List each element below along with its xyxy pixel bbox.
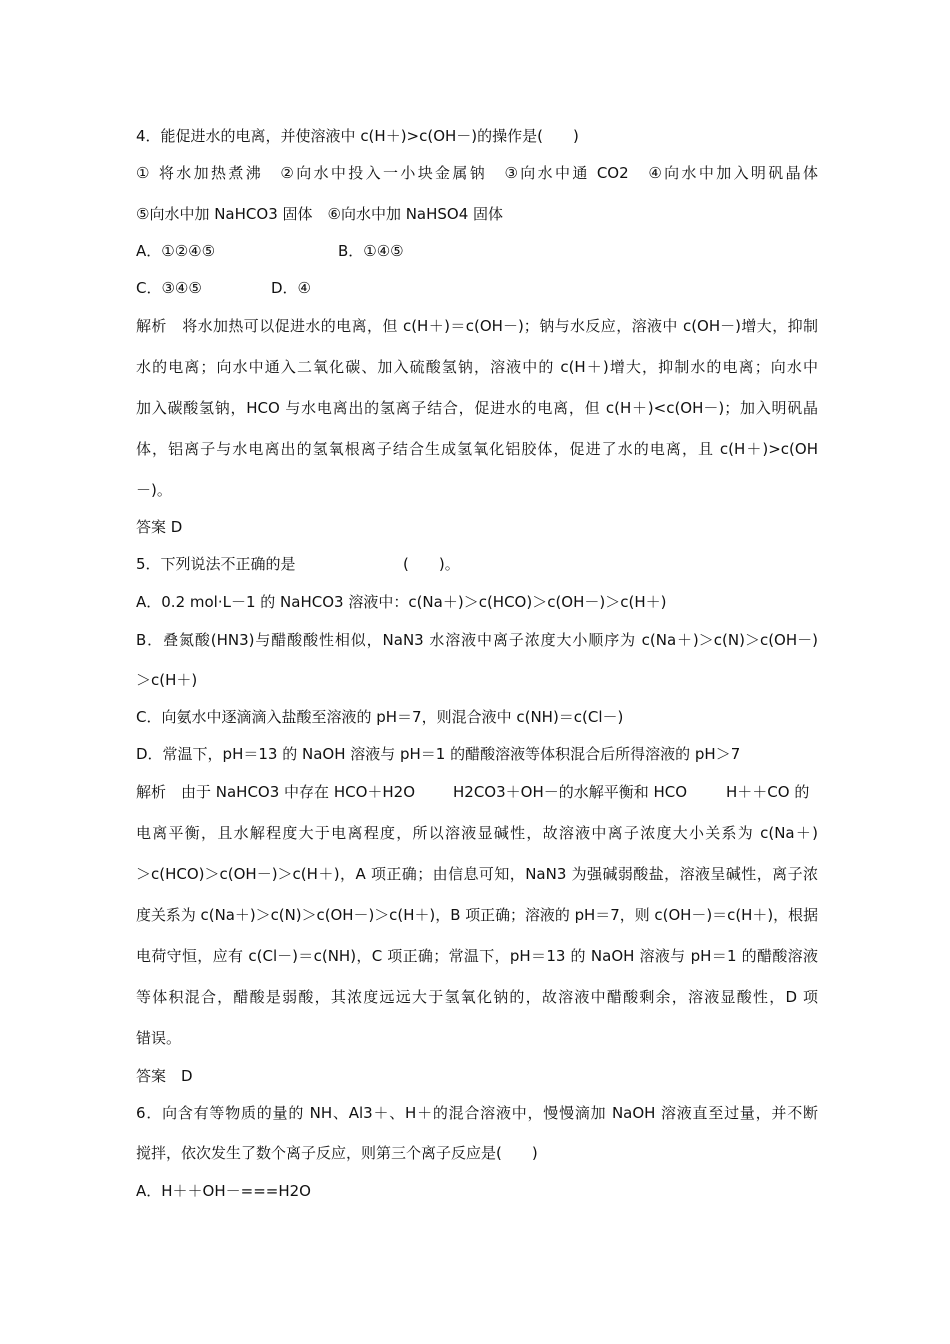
q4-option-d: D．④: [271, 279, 311, 297]
q4-analysis-line: －)。: [136, 481, 172, 499]
q5-option-d: D．常温下，pH＝13 的 NaOH 溶液与 pH＝1 的醋酸溶液等体积混合后所得溶液的 pH＞7: [136, 745, 741, 763]
q4-options-cd: [136, 278, 818, 298]
q4-analysis-line: 水的电离；向水中通入二氧化碳、加入硫酸氢钠，溶液中的 c(H＋)增大，抑制水的电离；向水中: [136, 358, 818, 376]
q4-analysis-line: 体，铝离子与水电离出的氢氧根离子结合生成氢氧化铝胶体，促进了水的电离，且 c(H＋)>c(OH: [136, 440, 818, 458]
q5-analysis-part: H＋＋CO 的: [726, 783, 810, 801]
q4-option-a: A．①②④⑤: [136, 242, 216, 260]
q4-options-ab: [136, 241, 818, 261]
q5-option-a: A．0.2 mol·L－1 的 NaHCO3 溶液中：c(Na＋)＞c(HCO)＞c(OH－)＞c(H＋): [136, 593, 667, 611]
q5-option-b-line2: ＞c(H＋): [136, 671, 198, 689]
q5-analysis-line: 度关系为 c(Na＋)＞c(N)＞c(OH－)＞c(H＋)，B 项正确；溶液的 pH＝7，则 c(OH－)＝c(H＋)，根据: [136, 906, 818, 924]
q4-analysis-line: 加入碳酸氢钠，HCO 与水电离出的氢离子结合，促进水的电离，但 c(H＋)<c(OH－)；加入明矾晶: [136, 399, 818, 417]
q4-stem: 4．能促进水的电离，并使溶液中 c(H＋)>c(OH－)的操作是( ): [136, 127, 579, 145]
q6-option-a: A．H＋＋OH－===H2O: [136, 1182, 311, 1200]
q5-option-c: C．向氨水中逐滴滴入盐酸至溶液的 pH＝7，则混合液中 c(NH)＝c(Cl－): [136, 708, 624, 726]
q5-stem-bracket: ( )。: [403, 555, 460, 573]
q5-analysis-part: H2CO3＋OH－的水解平衡和 HCO: [453, 783, 688, 801]
q5-analysis-line: 电离平衡，且水解程度大于电离程度，所以溶液显碱性，故溶液中离子浓度大小关系为 c(Na＋): [136, 824, 818, 842]
q5-stem: [136, 554, 818, 574]
q5-answer: 答案 D: [136, 1067, 193, 1085]
q4-analysis-line: 解析 将水加热可以促进水的电离，但 c(H＋)＝c(OH－)；钠与水反应，溶液中 c(OH－)增大，抑制: [136, 317, 818, 335]
q5-analysis-line: ＞c(HCO)＞c(OH－)＞c(H＋)，A 项正确；由信息可知，NaN3 为强碱弱酸盐，溶液呈碱性，离子浓: [136, 865, 818, 883]
q5-option-b-line1: B．叠氮酸(HN3)与醋酸酸性相似，NaN3 水溶液中离子浓度大小顺序为 c(Na＋)＞c(N)＞c(OH－): [136, 631, 818, 649]
q5-stem-text: 5．下列说法不正确的是: [136, 555, 296, 573]
q4-option-c: C．③④⑤: [136, 279, 202, 297]
q5-analysis-part: 解析 由于 NaHCO3 中存在 HCO＋H2O: [136, 783, 416, 801]
q6-stem-line2: 搅拌，依次发生了数个离子反应，则第三个离子反应是( ): [136, 1144, 538, 1162]
q4-items-line2: ⑤向水中加 NaHCO3 固体 ⑥向水中加 NaHSO4 固体: [136, 205, 504, 223]
q5-analysis-first-line: [136, 782, 818, 802]
q5-analysis-line: 错误。: [136, 1029, 182, 1047]
q6-stem-line1: 6．向含有等物质的量的 NH、Al3＋、H＋的混合溶液中，慢慢滴加 NaOH 溶液直至过量，并不断: [136, 1104, 818, 1122]
q5-analysis-line: 等体积混合，醋酸是弱酸，其浓度远远大于氢氧化钠的，故溶液中醋酸剩余，溶液显酸性，D 项: [136, 988, 818, 1006]
q5-analysis-line: 电荷守恒，应有 c(Cl－)＝c(NH)，C 项正确；常温下，pH＝13 的 NaOH 溶液与 pH＝1 的醋酸溶液: [136, 947, 818, 965]
q4-answer: 答案 D: [136, 518, 183, 536]
q4-option-b: B．①④⑤: [338, 242, 404, 260]
q4-items-line1: ① 将水加热煮沸 ②向水中投入一小块金属钠 ③向水中通 CO2 ④向水中加入明矾晶体: [136, 164, 818, 182]
